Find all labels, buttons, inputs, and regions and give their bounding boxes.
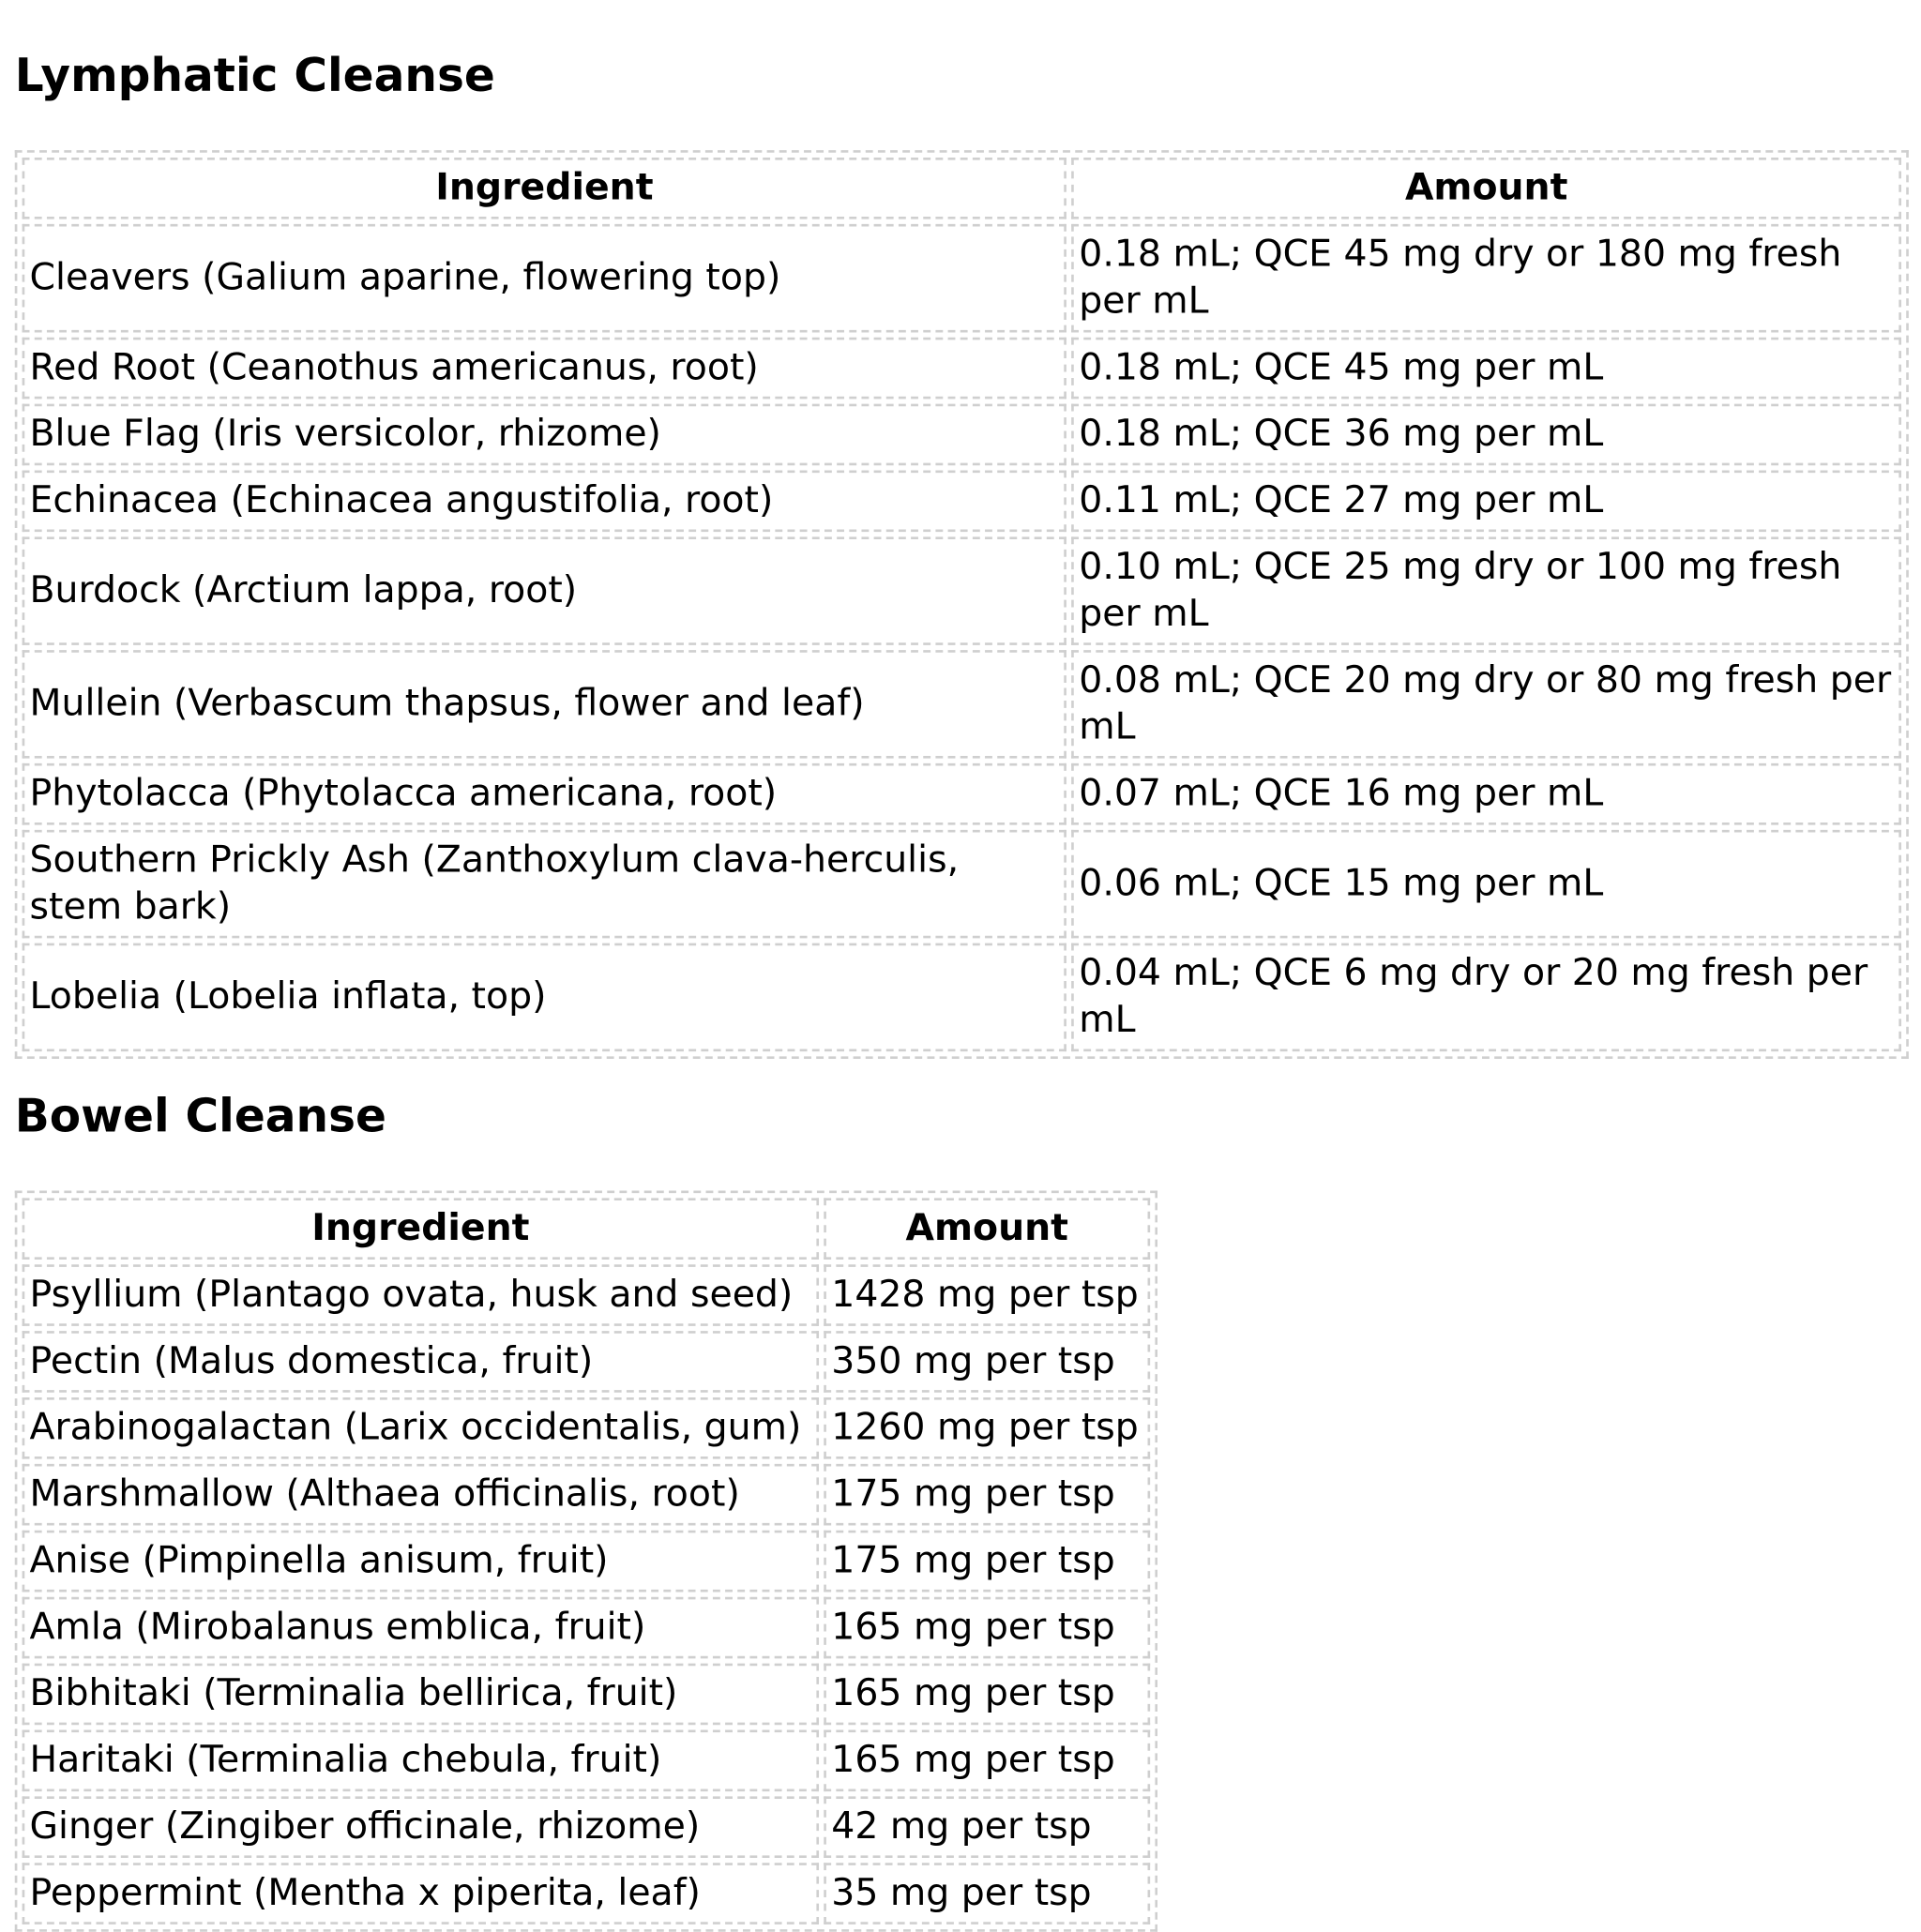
ingredient-cell: Bibhitaki (Terminalia bellirica, fruit) — [23, 1664, 820, 1726]
amount-cell: 165 mg per tsp — [824, 1729, 1150, 1791]
table-row — [23, 1863, 1151, 1924]
table-row — [23, 536, 1901, 645]
ingredient-cell: Amla (Mirobalanus emblica, fruit) — [23, 1597, 820, 1659]
amount-cell: 0.11 mL; QCE 27 mg per mL — [1071, 470, 1901, 532]
table-row — [23, 1397, 1151, 1459]
amount-cell: 0.18 mL; QCE 45 mg dry or 180 mg fresh per mL — [1071, 224, 1901, 333]
amount-cell: 0.07 mL; QCE 16 mg per mL — [1071, 763, 1901, 825]
amount-cell: 0.06 mL; QCE 15 mg per mL — [1071, 830, 1901, 939]
ingredient-cell: Arabinogalactan (Larix occidentalis, gum) — [23, 1397, 820, 1459]
amount-cell: 1260 mg per tsp — [824, 1397, 1150, 1459]
amount-cell: 165 mg per tsp — [824, 1597, 1150, 1659]
ingredient-cell: Anise (Pimpinella anisum, fruit) — [23, 1531, 820, 1592]
table-row — [23, 1664, 1151, 1726]
table-header-row — [23, 158, 1901, 219]
table-row — [23, 1531, 1151, 1592]
ingredient-cell: Echinacea (Echinacea angustifolia, root) — [23, 470, 1067, 532]
amount-cell: 0.08 mL; QCE 20 mg dry or 80 mg fresh per mL — [1071, 650, 1901, 759]
ingredient-cell: Cleavers (Galium aparine, flowering top) — [23, 224, 1067, 333]
ingredient-cell: Marshmallow (Althaea officinalis, root) — [23, 1464, 820, 1526]
bowel-cleanse-table — [15, 1190, 1157, 1931]
ingredient-cell: Ginger (Zingiber officinale, rhizome) — [23, 1796, 820, 1858]
ingredient-cell: Blue Flag (Iris versicolor, rhizome) — [23, 404, 1067, 466]
amount-cell: 0.18 mL; QCE 36 mg per mL — [1071, 404, 1901, 466]
amount-cell: 350 mg per tsp — [824, 1331, 1150, 1393]
table-row — [23, 943, 1901, 1052]
amount-cell: 0.18 mL; QCE 45 mg per mL — [1071, 338, 1901, 400]
table-row — [23, 1464, 1151, 1526]
ingredient-cell: Psyllium (Plantago ovata, husk and seed) — [23, 1264, 820, 1326]
table-row — [23, 404, 1901, 466]
table-row — [23, 1796, 1151, 1858]
amount-cell: 1428 mg per tsp — [824, 1264, 1150, 1326]
table-row — [23, 1597, 1151, 1659]
amount-cell: 35 mg per tsp — [824, 1863, 1150, 1924]
ingredient-cell: Mullein (Verbascum thapsus, flower and leaf) — [23, 650, 1067, 759]
ingredient-cell: Burdock (Arctium lappa, root) — [23, 536, 1067, 645]
table-row — [23, 650, 1901, 759]
section-title-bowel-cleanse: Bowel Cleanse — [14, 1089, 386, 1143]
table-row — [23, 830, 1901, 939]
table-header-row — [23, 1198, 1151, 1260]
ingredient-cell: Phytolacca (Phytolacca americana, root) — [23, 763, 1067, 825]
amount-cell: 0.10 mL; QCE 25 mg dry or 100 mg fresh per mL — [1071, 536, 1901, 645]
table-row — [23, 1729, 1151, 1791]
ingredient-cell: Lobelia (Lobelia inflata, top) — [23, 943, 1067, 1052]
amount-cell: 165 mg per tsp — [824, 1664, 1150, 1726]
lymphatic-cleanse-table — [15, 150, 1909, 1059]
column-header-amount: Amount — [1071, 158, 1901, 219]
ingredient-cell: Southern Prickly Ash (Zanthoxylum clava-herculis, stem bark) — [23, 830, 1067, 939]
table-row — [23, 763, 1901, 825]
amount-cell: 0.04 mL; QCE 6 mg dry or 20 mg fresh per mL — [1071, 943, 1901, 1052]
ingredient-cell: Pectin (Malus domestica, fruit) — [23, 1331, 820, 1393]
table-row — [23, 224, 1901, 333]
column-header-ingredient: Ingredient — [23, 1198, 820, 1260]
ingredient-cell: Peppermint (Mentha x piperita, leaf) — [23, 1863, 820, 1924]
column-header-ingredient: Ingredient — [23, 158, 1067, 219]
table-row — [23, 338, 1901, 400]
section-title-lymphatic-cleanse: Lymphatic Cleanse — [14, 49, 495, 102]
column-header-amount: Amount — [824, 1198, 1150, 1260]
table-row — [23, 470, 1901, 532]
table-row — [23, 1331, 1151, 1393]
ingredient-cell: Red Root (Ceanothus americanus, root) — [23, 338, 1067, 400]
table-row — [23, 1264, 1151, 1326]
amount-cell: 42 mg per tsp — [824, 1796, 1150, 1858]
ingredient-cell: Haritaki (Terminalia chebula, fruit) — [23, 1729, 820, 1791]
amount-cell: 175 mg per tsp — [824, 1531, 1150, 1592]
amount-cell: 175 mg per tsp — [824, 1464, 1150, 1526]
